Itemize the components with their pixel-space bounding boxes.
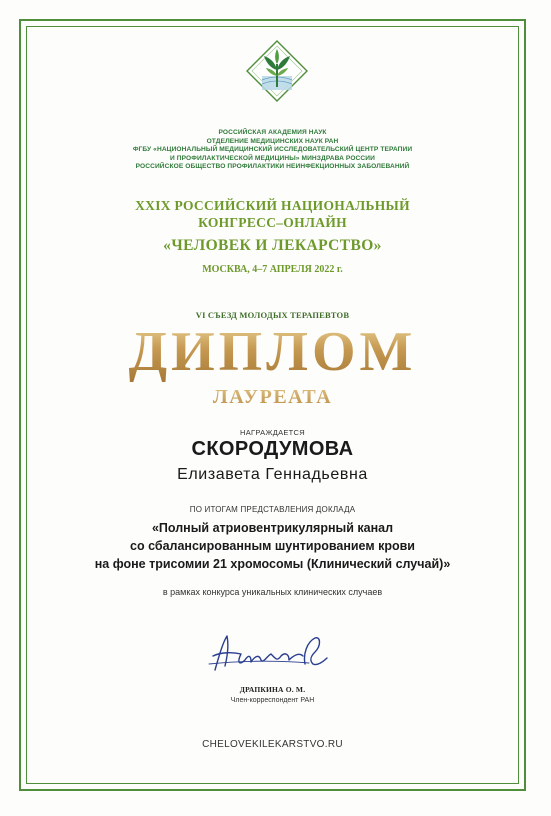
congress-title: «ЧЕЛОВЕК И ЛЕКАРСТВО» (163, 237, 382, 254)
organization-line: И ПРОФИЛАКТИЧЕСКОЙ МЕДИЦИНЫ» МИНЗДРАВА РОССИИ (170, 154, 375, 162)
laureate-subheading: ЛАУРЕАТА (40, 386, 505, 409)
organization-line: РОССИЙСКОЕ ОБЩЕСТВО ПРОФИЛАКТИКИ НЕИНФЕКЦИОННЫХ ЗАБОЛЕВАНИЙ (135, 163, 410, 171)
organization-line: ФГБУ «НАЦИОНАЛЬНЫЙ МЕДИЦИНСКИЙ ИССЛЕДОВАТЕЛЬСКИЙ ЦЕНТР ТЕРАПИИ (132, 146, 413, 154)
report-title-line: со сбалансированным шунтированием крови (130, 539, 415, 553)
report-title (40, 519, 505, 573)
organizations-block (40, 129, 505, 172)
congress-line-2: КОНГРЕСС–ОНЛАЙН (198, 214, 347, 230)
website-link[interactable]: CHELOVEKILEKARSTVO.RU (202, 739, 343, 750)
plant-sprout-emblem-icon (246, 40, 308, 108)
contest-note: в рамках конкурса уникальных клинических случаев (162, 587, 383, 597)
signature (205, 626, 331, 676)
report-title-line: «Полный атриовентрикулярный канал (151, 521, 394, 535)
signatory-name: ДРАПКИНА О. М. (239, 685, 306, 694)
organization-line: ОТДЕЛЕНИЕ МЕДИЦИНСКИХ НАУК РАН (206, 137, 339, 145)
awarded-label: НАГРАЖДАЕТСЯ (239, 428, 305, 437)
city-date: МОСКВА, 4–7 АПРЕЛЯ 2022 г. (202, 264, 343, 275)
congress-line-1: XXIX РОССИЙСКИЙ НАЦИОНАЛЬНЫЙ (135, 198, 410, 213)
report-title-line: на фоне трисомии 21 хромосомы (Клинический случай)» (94, 557, 451, 571)
signatory-title: Член-корреспондент РАН (230, 697, 315, 704)
report-intro: ПО ИТОГАМ ПРЕДСТАВЛЕНИЯ ДОКЛАДА (189, 505, 356, 514)
diploma-heading: ДИПЛОМ (40, 322, 505, 382)
recipient-surname: СКОРОДУМОВА (191, 438, 354, 460)
organization-line: РОССИЙСКАЯ АКАДЕМИЯ НАУК (218, 129, 327, 136)
recipient-given-names: Елизавета Геннадьевна (177, 466, 368, 483)
congress-name (40, 198, 505, 231)
subcongress-title: VI СЪЕЗД МОЛОДЫХ ТЕРАПЕВТОВ (195, 310, 350, 320)
